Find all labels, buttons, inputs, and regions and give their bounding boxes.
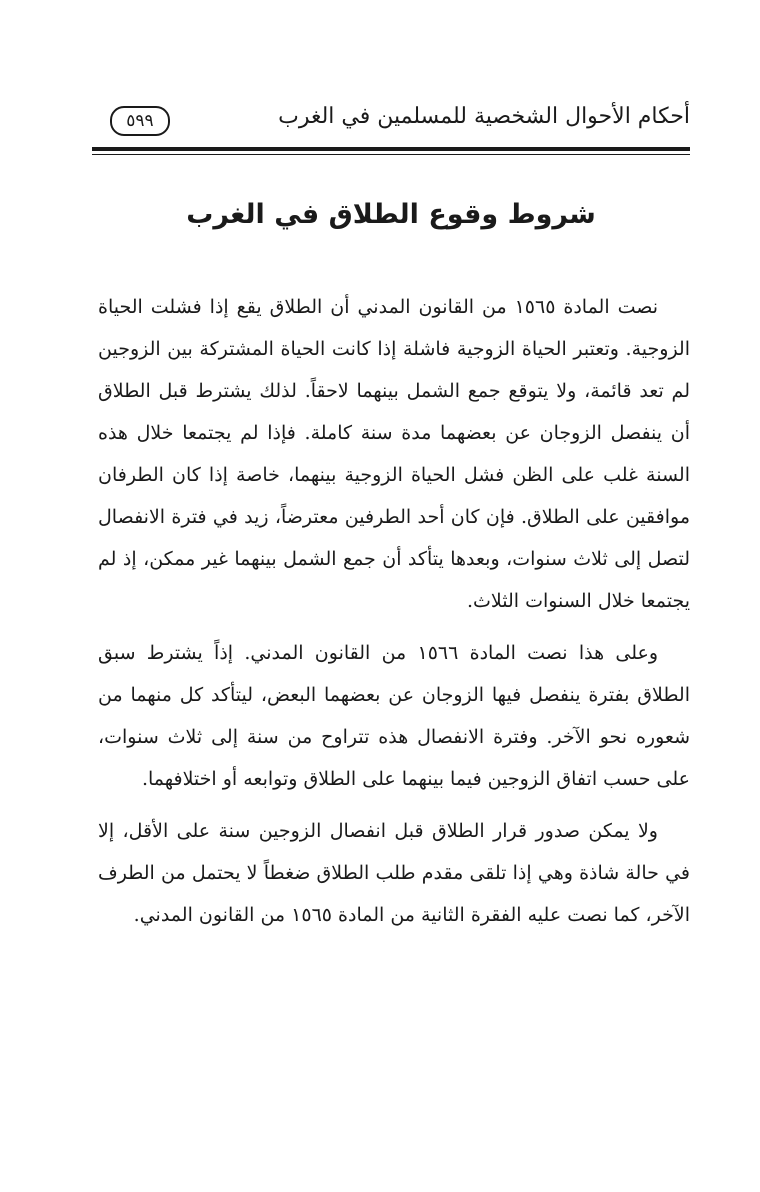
running-title: أحكام الأحوال الشخصية للمسلمين في الغرب [278, 104, 690, 129]
paragraph: نصت المادة ١٥٦٥ من القانون المدني أن الطلاق يقع إذا فشلت الحياة الزوجية. وتعتبر الحياة الزوجية فاشلة إذا كانت الحياة المشتركة بين الزوجين لم تعد قائمة، ولا يتوقع جمع الشمل بينهما لاحقاً. لذلك يشترط قبل الطلاق أن ينفصل الزوجان عن بعضهما مدة سنة كاملة. فإذا لم يجتمعا خلال هذه السنة غلب على الظن فشل الحياة الزوجية بينهما، خاصة إذا كان الطرفان موافقين على الطلاق. فإن كان أحد الطرفين معترضاً، زيد في فترة الانفصال لتصل إلى ثلاث سنوات، وبعدها يتأكد أن جمع الشمل بينهما غير ممكن، إذ لم يجتمعا خلال السنوات الثلاث. [98, 296, 690, 612]
body-text [98, 286, 690, 936]
page-header [92, 96, 690, 146]
paragraph: وعلى هذا نصت المادة ١٥٦٦ من القانون المدني. إذاً يشترط سبق الطلاق بفترة ينفصل فيها الزوجان عن بعضهما البعض، ليتأكد كل منهما من شعوره نحو الآخر. وفترة الانفصال هذه تتراوح من سنة إلى ثلاث سنوات، على حسب اتفاق الزوجين فيما بينهما على الطلاق وتوابعه أو اختلافهما. [98, 642, 690, 790]
header-rule-thick [92, 147, 690, 151]
paragraph: ولا يمكن صدور قرار الطلاق قبل انفصال الزوجين سنة على الأقل، إلا في حالة شاذة وهي إذا تلقى مقدم طلب الطلاق ضغطاً لا يحتمل من الطرف الآخر، كما نصت عليه الفقرة الثانية من المادة ١٥٦٥ من القانون المدني. [98, 820, 690, 926]
page-number-badge: ٥٩٩ [110, 106, 170, 136]
section-title: شروط وقوع الطلاق في الغرب [186, 199, 596, 230]
header-rule-thin [92, 154, 690, 155]
